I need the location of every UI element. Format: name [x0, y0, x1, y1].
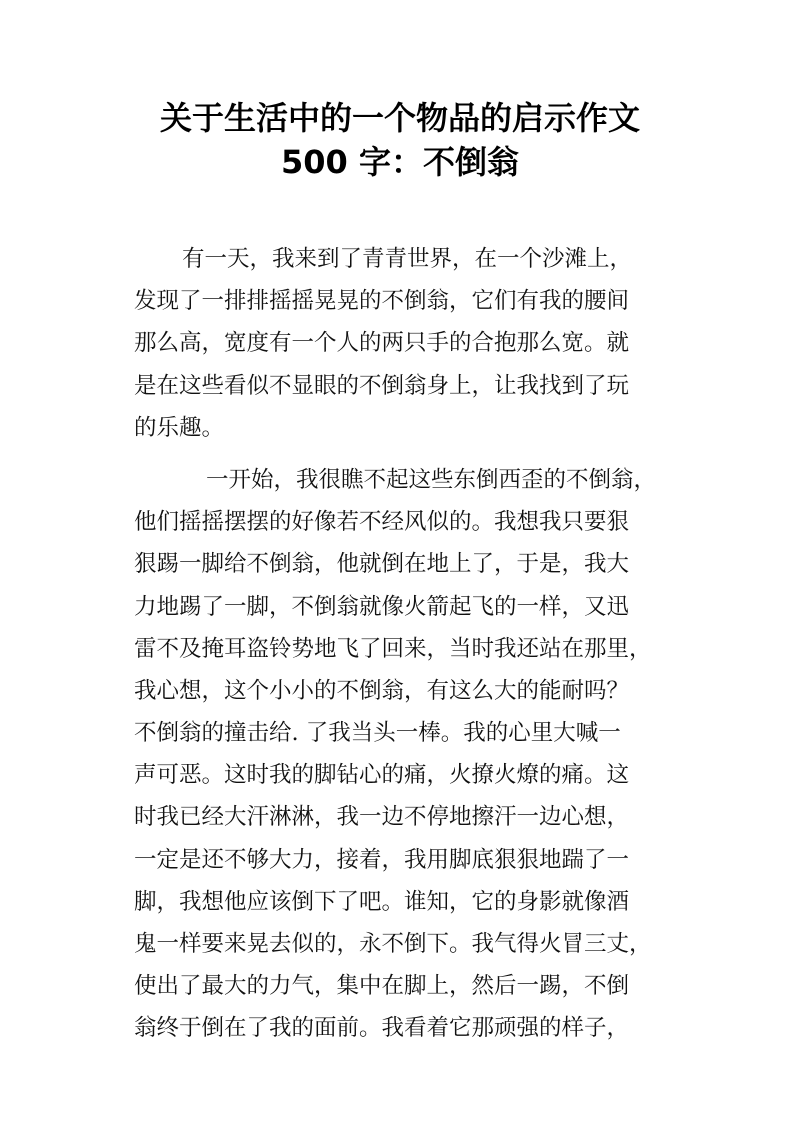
- text-line: 的乐趣。: [134, 414, 225, 441]
- text-line: 狠踢一脚给不倒翁，他就倒在地上了，于是，我大: [134, 551, 630, 578]
- text-line: 鬼一样要来晃去似的，永不倒下。我气得火冒三丈，: [134, 931, 652, 957]
- paragraph-2: [134, 459, 674, 1050]
- paragraph-gap: [134, 449, 674, 459]
- text-line: 不倒翁的撞击给. 了我当头一棒。我的心里大喊一: [134, 720, 621, 747]
- text-line: 雷不及掩耳盗铃势地飞了回来，当时我还站在那里，: [134, 635, 652, 662]
- text-line: 我心想，这个小小的不倒翁，有这么大的能耐吗？: [134, 677, 630, 704]
- text-line: 声可恶。这时我的脚钻心的痛，火撩火燎的痛。这: [134, 762, 630, 789]
- text-line: 那么高，宽度有一个人的两只手的合抱那么宽。就: [134, 330, 630, 357]
- text-line: 发现了一排排摇摇晃晃的不倒翁，它们有我的腰间: [134, 288, 630, 315]
- text-line: 一定是还不够大力，接着，我用脚底狠狠地踹了一: [134, 846, 630, 873]
- text-line: 力地踢了一脚，不倒翁就像火箭起飞的一样，又迅: [134, 593, 630, 620]
- title-line-1: 关于生活中的一个物品的启示作文: [159, 99, 640, 137]
- text-line: 是在这些看似不显眼的不倒翁身上，让我找到了玩: [134, 372, 630, 399]
- text-line: 他们摇摇摆摆的好像若不经风似的。我想我只要狠: [134, 509, 630, 536]
- text-line: 时我已经大汗淋淋，我一边不停地擦汗一边心想，: [134, 804, 630, 831]
- text-line: 脚，我想他应该倒下了吧。谁知，它的身影就像酒: [134, 888, 630, 915]
- title-line-2: 500 字：不倒翁: [281, 143, 519, 181]
- paragraph-1: [134, 238, 674, 449]
- text-line: 使出了最大的力气，集中在脚上，然后一踢，不倒: [134, 973, 630, 1000]
- text-line: 一开始，我很瞧不起这些东倒西歪的不倒翁，: [206, 466, 657, 493]
- essay-body: [134, 238, 674, 1050]
- text-line: 翁终于倒在了我的面前。我看着它那顽强的样子，: [134, 1015, 630, 1042]
- text-line: 有一天，我来到了青青世界，在一个沙滩上，: [182, 246, 633, 272]
- document-title: [0, 96, 800, 184]
